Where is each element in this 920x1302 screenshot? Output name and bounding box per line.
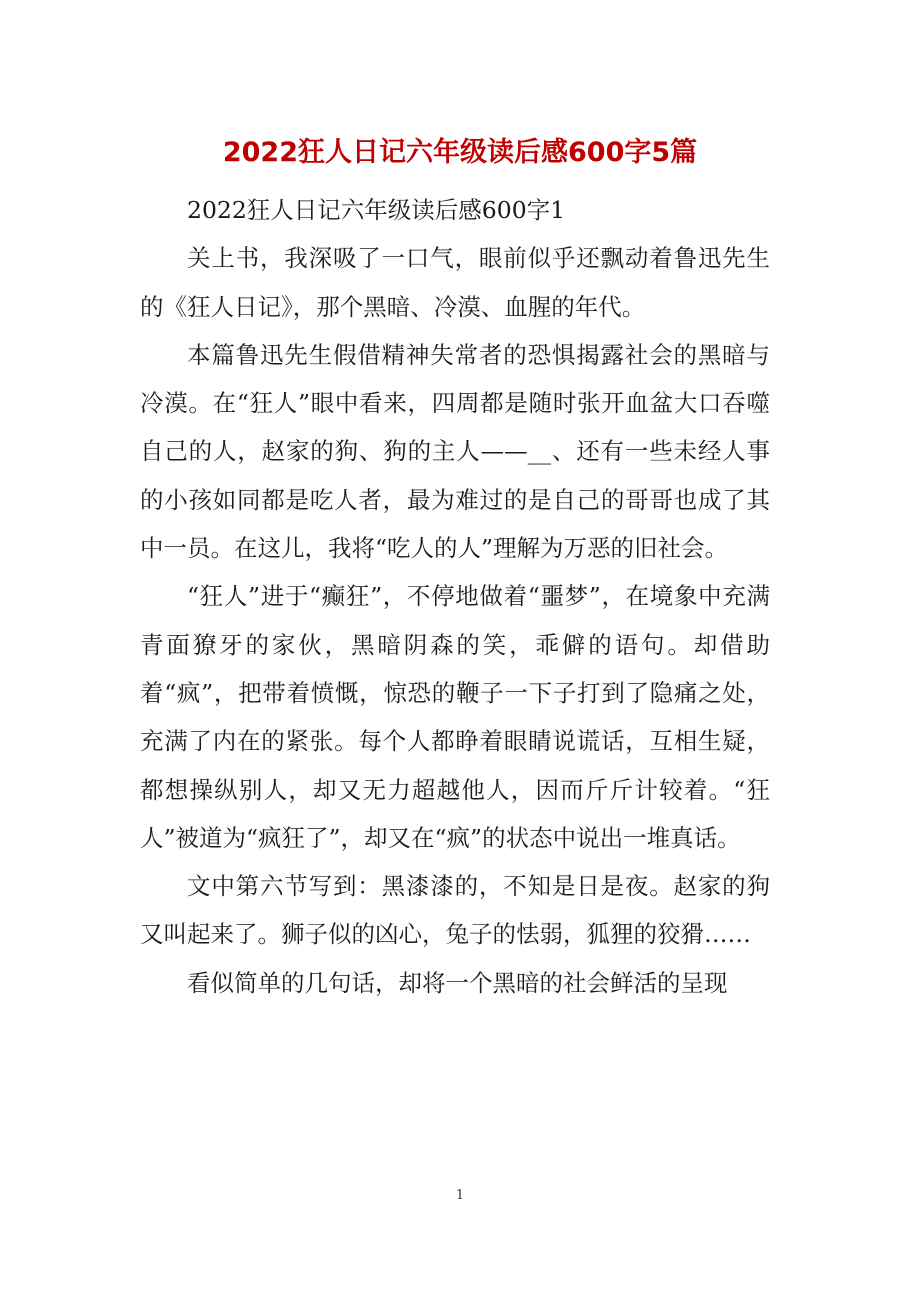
document-body [140, 186, 770, 1007]
body-paragraph: “狂人”进于“癫狂”，不停地做着“噩梦”，在境象中充满青面獠牙的家伙，黑暗阴森的笑，乖僻的语句。却借助着“疯”，把带着愤慨，惊恐的鞭子一下子打到了隐痛之处，充满了内在的紧张。每个人都睁着眼睛说谎话，互相生疑，都想操纵别人，却又无力超越他人，因而斤斤计较着。“狂人”被道为“疯狂了”，却又在“疯”的状态中说出一堆真话。 [140, 582, 770, 852]
body-paragraph: 文中第六节写到：黑漆漆的，不知是日是夜。赵家的狗又叫起来了。狮子似的凶心，兔子的怯弱，狐狸的狡猾…… [140, 872, 770, 949]
subtitle-paragraph: 2022狂人日记六年级读后感600字1 [187, 196, 566, 224]
body-paragraph: 本篇鲁迅先生假借精神失常者的恐惧揭露社会的黑暗与冷漠。在“狂人”眼中看来，四周都是随时张开血盆大口吞噬自己的人，赵家的狗、狗的主人——__、还有一些未经人事的小孩如同都是吃人者，最为难过的是自己的哥哥也成了其中一员。在这儿，我将“吃人的人”理解为万恶的旧社会。 [140, 340, 770, 563]
body-paragraph: 关上书，我深吸了一口气，眼前似乎还飘动着鲁迅先生的《狂人日记》，那个黑暗、冷漠、血腥的年代。 [140, 244, 770, 321]
body-paragraph: 看似简单的几句话，却将一个黑暗的社会鲜活的呈现 [187, 968, 728, 997]
page-number: 1 [455, 1188, 465, 1203]
document-title: 2022狂人日记六年级读后感600字5篇 [222, 137, 698, 168]
